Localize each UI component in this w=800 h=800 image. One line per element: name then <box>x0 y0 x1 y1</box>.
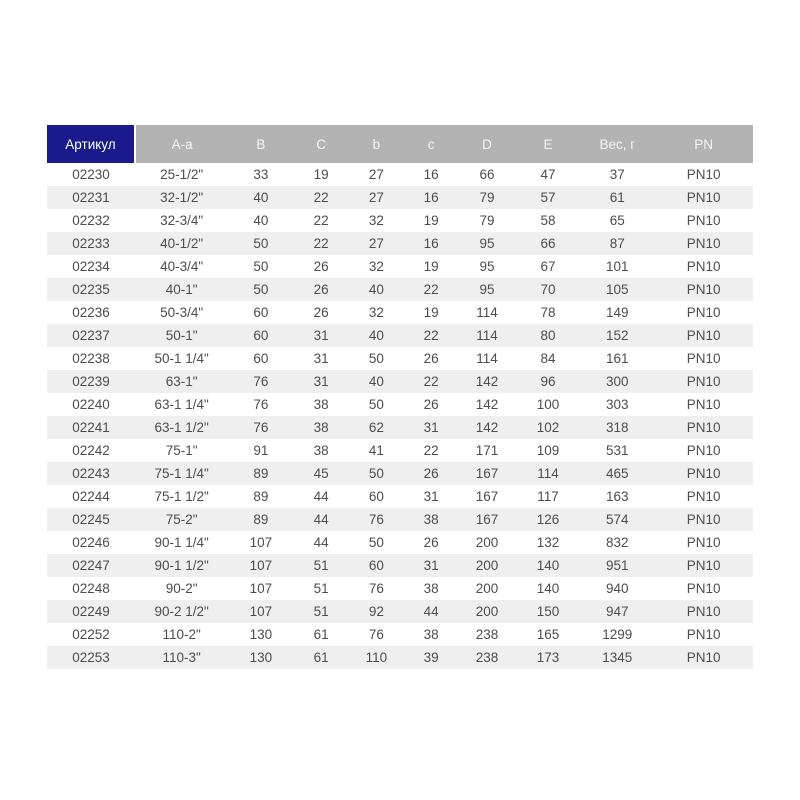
cell-E: 114 <box>537 466 559 481</box>
header-row <box>47 125 753 163</box>
cell-b: 62 <box>368 420 384 435</box>
cell-b: 60 <box>368 489 384 504</box>
cell-weight: 1345 <box>602 650 633 665</box>
cell-D: 167 <box>475 489 499 504</box>
cell-a_a: 32-3/4" <box>160 213 204 228</box>
cell-weight: 318 <box>606 420 629 435</box>
cell-weight: 105 <box>606 282 629 297</box>
cell-E: 80 <box>540 328 556 343</box>
cell-b: 27 <box>368 190 384 205</box>
cell-C: 44 <box>313 489 329 504</box>
cell-c: 26 <box>423 466 439 481</box>
table-row <box>47 255 753 278</box>
cell-artikul: 02232 <box>72 213 110 228</box>
cell-C: 38 <box>313 443 329 458</box>
cell-artikul: 02233 <box>72 236 110 251</box>
cell-pn: PN10 <box>686 190 721 205</box>
cell-a_a: 40-1/2" <box>160 236 204 251</box>
cell-pn: PN10 <box>686 535 721 550</box>
cell-pn: PN10 <box>686 604 721 619</box>
column-header-artikul: Артикул <box>47 125 135 163</box>
cell-a_a: 63-1 1/2" <box>154 420 209 435</box>
cell-E: 102 <box>536 420 560 435</box>
cell-artikul: 02241 <box>72 420 110 435</box>
cell-artikul: 02245 <box>72 512 110 527</box>
cell-E: 100 <box>536 397 560 412</box>
cell-pn: PN10 <box>686 328 721 343</box>
cell-D: 200 <box>475 604 499 619</box>
table-header <box>47 125 753 163</box>
table-row <box>47 600 753 623</box>
column-header-c: c <box>404 125 459 163</box>
cell-D: 95 <box>479 282 495 297</box>
cell-b: 92 <box>368 604 384 619</box>
cell-B: 33 <box>253 167 269 182</box>
cell-pn: PN10 <box>686 213 721 228</box>
cell-C: 31 <box>313 328 329 343</box>
cell-c: 22 <box>423 328 439 343</box>
cell-E: 140 <box>536 558 560 573</box>
cell-D: 79 <box>479 190 495 205</box>
cell-C: 61 <box>313 650 329 665</box>
cell-B: 130 <box>249 627 273 642</box>
cell-E: 66 <box>540 236 556 251</box>
cell-pn: PN10 <box>686 351 721 366</box>
cell-artikul: 02244 <box>72 489 110 504</box>
cell-c: 26 <box>423 535 439 550</box>
cell-E: 78 <box>540 305 556 320</box>
cell-a_a: 110-2" <box>162 627 201 642</box>
cell-B: 50 <box>253 259 269 274</box>
cell-D: 200 <box>475 535 499 550</box>
cell-B: 91 <box>253 443 269 458</box>
cell-B: 107 <box>249 604 273 619</box>
cell-E: 47 <box>540 167 556 182</box>
cell-pn: PN10 <box>686 259 721 274</box>
table-row <box>47 301 753 324</box>
cell-pn: PN10 <box>686 466 721 481</box>
cell-c: 19 <box>423 305 439 320</box>
cell-D: 200 <box>475 558 499 573</box>
cell-b: 76 <box>368 627 384 642</box>
cell-pn: PN10 <box>686 282 721 297</box>
table-row <box>47 508 753 531</box>
cell-a_a: 75-1 1/2" <box>154 489 209 504</box>
cell-B: 130 <box>249 650 273 665</box>
cell-a_a: 50-1" <box>165 328 198 343</box>
table-row <box>47 324 753 347</box>
cell-E: 67 <box>540 259 556 274</box>
cell-E: 150 <box>536 604 560 619</box>
cell-b: 50 <box>368 351 384 366</box>
cell-D: 114 <box>476 305 498 320</box>
cell-C: 44 <box>313 512 329 527</box>
table-row <box>47 485 753 508</box>
cell-C: 19 <box>313 167 329 182</box>
cell-weight: 161 <box>606 351 629 366</box>
cell-c: 31 <box>423 420 439 435</box>
cell-C: 26 <box>313 259 329 274</box>
cell-C: 51 <box>313 604 329 619</box>
cell-pn: PN10 <box>686 512 721 527</box>
cell-c: 38 <box>423 581 439 596</box>
cell-artikul: 02230 <box>72 167 110 182</box>
cell-pn: PN10 <box>686 489 721 504</box>
cell-c: 16 <box>423 190 439 205</box>
cell-a_a: 90-2" <box>165 581 198 596</box>
cell-D: 66 <box>479 167 495 182</box>
table-row <box>47 577 753 600</box>
cell-E: 140 <box>536 581 560 596</box>
cell-E: 57 <box>540 190 556 205</box>
cell-c: 26 <box>423 351 439 366</box>
cell-B: 60 <box>253 305 269 320</box>
cell-weight: 832 <box>606 535 629 550</box>
cell-C: 22 <box>313 190 329 205</box>
cell-c: 22 <box>423 374 439 389</box>
cell-a_a: 90-1 1/4" <box>154 535 209 550</box>
cell-weight: 1299 <box>602 627 633 642</box>
cell-pn: PN10 <box>686 558 721 573</box>
cell-D: 95 <box>479 236 495 251</box>
cell-artikul: 02231 <box>72 190 110 205</box>
cell-artikul: 02243 <box>72 466 110 481</box>
cell-pn: PN10 <box>686 650 721 665</box>
cell-b: 76 <box>368 512 384 527</box>
cell-C: 51 <box>313 558 329 573</box>
cell-pn: PN10 <box>686 167 721 182</box>
cell-pn: PN10 <box>686 305 721 320</box>
cell-artikul: 02246 <box>72 535 110 550</box>
cell-pn: PN10 <box>686 443 721 458</box>
cell-a_a: 32-1/2" <box>160 190 204 205</box>
cell-b: 40 <box>368 282 384 297</box>
table-row <box>47 462 753 485</box>
cell-c: 39 <box>423 650 439 665</box>
cell-E: 117 <box>537 489 559 504</box>
spec-table-container <box>47 125 753 669</box>
cell-b: 32 <box>368 305 384 320</box>
cell-artikul: 02235 <box>72 282 110 297</box>
cell-artikul: 02242 <box>72 443 110 458</box>
table-row <box>47 623 753 646</box>
cell-C: 26 <box>313 282 329 297</box>
cell-c: 16 <box>423 236 439 251</box>
cell-D: 238 <box>475 627 499 642</box>
cell-a_a: 25-1/2" <box>160 167 204 182</box>
cell-C: 44 <box>313 535 329 550</box>
cell-a_a: 75-2" <box>165 512 198 527</box>
cell-c: 19 <box>423 259 439 274</box>
cell-b: 50 <box>368 466 384 481</box>
cell-D: 95 <box>479 259 495 274</box>
cell-D: 79 <box>479 213 495 228</box>
cell-weight: 531 <box>606 443 629 458</box>
cell-C: 22 <box>313 213 329 228</box>
cell-weight: 87 <box>609 236 625 251</box>
cell-c: 22 <box>423 443 439 458</box>
cell-D: 200 <box>475 581 499 596</box>
table-row <box>47 554 753 577</box>
cell-b: 40 <box>368 374 384 389</box>
table-row <box>47 370 753 393</box>
cell-artikul: 02237 <box>72 328 110 343</box>
cell-pn: PN10 <box>686 581 721 596</box>
cell-a_a: 40-1" <box>165 282 198 297</box>
cell-artikul: 02240 <box>72 397 110 412</box>
cell-artikul: 02252 <box>72 627 110 642</box>
table-row <box>47 393 753 416</box>
table-row <box>47 416 753 439</box>
cell-C: 38 <box>313 420 329 435</box>
cell-weight: 465 <box>606 466 629 481</box>
cell-B: 107 <box>249 581 273 596</box>
table-row <box>47 186 753 209</box>
cell-B: 50 <box>253 282 269 297</box>
cell-weight: 574 <box>606 512 629 527</box>
cell-a_a: 90-1 1/2" <box>154 558 209 573</box>
column-header-C: C <box>293 125 348 163</box>
cell-weight: 300 <box>606 374 629 389</box>
cell-b: 32 <box>368 259 384 274</box>
cell-B: 40 <box>253 190 269 205</box>
cell-E: 84 <box>540 351 556 366</box>
cell-b: 60 <box>368 558 384 573</box>
cell-E: 126 <box>536 512 560 527</box>
cell-c: 31 <box>423 558 439 573</box>
cell-c: 44 <box>423 604 439 619</box>
cell-a_a: 50-1 1/4" <box>154 351 209 366</box>
cell-weight: 101 <box>606 259 629 274</box>
cell-B: 89 <box>253 466 269 481</box>
cell-C: 22 <box>313 236 329 251</box>
cell-artikul: 02253 <box>72 650 110 665</box>
cell-E: 132 <box>536 535 560 550</box>
cell-D: 238 <box>475 650 499 665</box>
cell-weight: 37 <box>609 167 625 182</box>
cell-B: 40 <box>253 213 269 228</box>
cell-B: 107 <box>249 535 273 550</box>
cell-a_a: 110-3" <box>162 650 201 665</box>
cell-B: 89 <box>253 512 269 527</box>
cell-B: 76 <box>253 397 269 412</box>
cell-b: 50 <box>368 535 384 550</box>
cell-weight: 65 <box>609 213 625 228</box>
cell-C: 51 <box>313 581 329 596</box>
cell-C: 31 <box>313 374 329 389</box>
table-body <box>47 163 753 669</box>
table-row <box>47 439 753 462</box>
cell-c: 16 <box>423 167 439 182</box>
cell-B: 50 <box>253 236 269 251</box>
cell-b: 110 <box>365 650 388 665</box>
cell-weight: 303 <box>606 397 629 412</box>
table-row <box>47 347 753 370</box>
cell-B: 107 <box>249 558 273 573</box>
cell-c: 38 <box>423 627 439 642</box>
product-spec-table <box>47 125 753 669</box>
cell-weight: 61 <box>609 190 625 205</box>
cell-c: 19 <box>423 213 439 228</box>
cell-b: 50 <box>368 397 384 412</box>
cell-D: 167 <box>475 466 499 481</box>
table-row <box>47 163 753 186</box>
cell-a_a: 63-1" <box>165 374 198 389</box>
cell-E: 109 <box>536 443 560 458</box>
cell-a_a: 75-1" <box>165 443 198 458</box>
cell-D: 171 <box>475 443 499 458</box>
cell-E: 165 <box>536 627 560 642</box>
cell-b: 76 <box>368 581 384 596</box>
cell-a_a: 63-1 1/4" <box>154 397 209 412</box>
cell-B: 60 <box>253 351 269 366</box>
cell-B: 76 <box>253 420 269 435</box>
cell-B: 76 <box>253 374 269 389</box>
cell-D: 114 <box>476 351 498 366</box>
cell-c: 22 <box>423 282 439 297</box>
cell-weight: 163 <box>606 489 629 504</box>
column-header-D: D <box>458 125 515 163</box>
cell-artikul: 02239 <box>72 374 110 389</box>
cell-E: 58 <box>540 213 556 228</box>
cell-weight: 951 <box>606 558 629 573</box>
cell-pn: PN10 <box>686 627 721 642</box>
cell-pn: PN10 <box>686 374 721 389</box>
cell-weight: 940 <box>606 581 629 596</box>
table-row <box>47 209 753 232</box>
cell-a_a: 50-3/4" <box>160 305 204 320</box>
column-header-a_a: A-a <box>135 125 228 163</box>
cell-C: 61 <box>313 627 329 642</box>
cell-weight: 152 <box>606 328 629 343</box>
column-header-pn: PN <box>654 125 753 163</box>
cell-D: 114 <box>476 328 498 343</box>
cell-weight: 149 <box>606 305 629 320</box>
cell-artikul: 02247 <box>72 558 110 573</box>
cell-D: 142 <box>475 374 499 389</box>
column-header-E: E <box>516 125 581 163</box>
table-row <box>47 531 753 554</box>
cell-c: 26 <box>423 397 439 412</box>
cell-artikul: 02248 <box>72 581 110 596</box>
cell-C: 26 <box>313 305 329 320</box>
cell-b: 27 <box>368 236 384 251</box>
column-header-B: B <box>228 125 293 163</box>
cell-b: 40 <box>368 328 384 343</box>
cell-a_a: 75-1 1/4" <box>154 466 209 481</box>
cell-c: 31 <box>423 489 439 504</box>
cell-C: 38 <box>313 397 329 412</box>
cell-pn: PN10 <box>686 236 721 251</box>
table-row <box>47 646 753 669</box>
cell-b: 27 <box>368 167 384 182</box>
cell-D: 142 <box>475 397 499 412</box>
cell-D: 142 <box>475 420 499 435</box>
cell-artikul: 02249 <box>72 604 110 619</box>
cell-artikul: 02238 <box>72 351 110 366</box>
cell-weight: 947 <box>606 604 629 619</box>
cell-b: 32 <box>368 213 384 228</box>
cell-E: 70 <box>540 282 556 297</box>
cell-E: 96 <box>540 374 556 389</box>
cell-E: 173 <box>536 650 560 665</box>
cell-b: 41 <box>368 443 384 458</box>
cell-a_a: 90-2 1/2" <box>154 604 209 619</box>
table-row <box>47 278 753 301</box>
cell-artikul: 02236 <box>72 305 110 320</box>
cell-pn: PN10 <box>686 420 721 435</box>
cell-a_a: 40-3/4" <box>160 259 204 274</box>
column-header-weight: Вес, г <box>580 125 654 163</box>
cell-artikul: 02234 <box>72 259 110 274</box>
cell-C: 31 <box>313 351 329 366</box>
cell-pn: PN10 <box>686 397 721 412</box>
cell-D: 167 <box>475 512 499 527</box>
table-row <box>47 232 753 255</box>
cell-c: 38 <box>423 512 439 527</box>
cell-C: 45 <box>313 466 329 481</box>
cell-B: 89 <box>253 489 269 504</box>
column-header-b: b <box>349 125 404 163</box>
cell-B: 60 <box>253 328 269 343</box>
